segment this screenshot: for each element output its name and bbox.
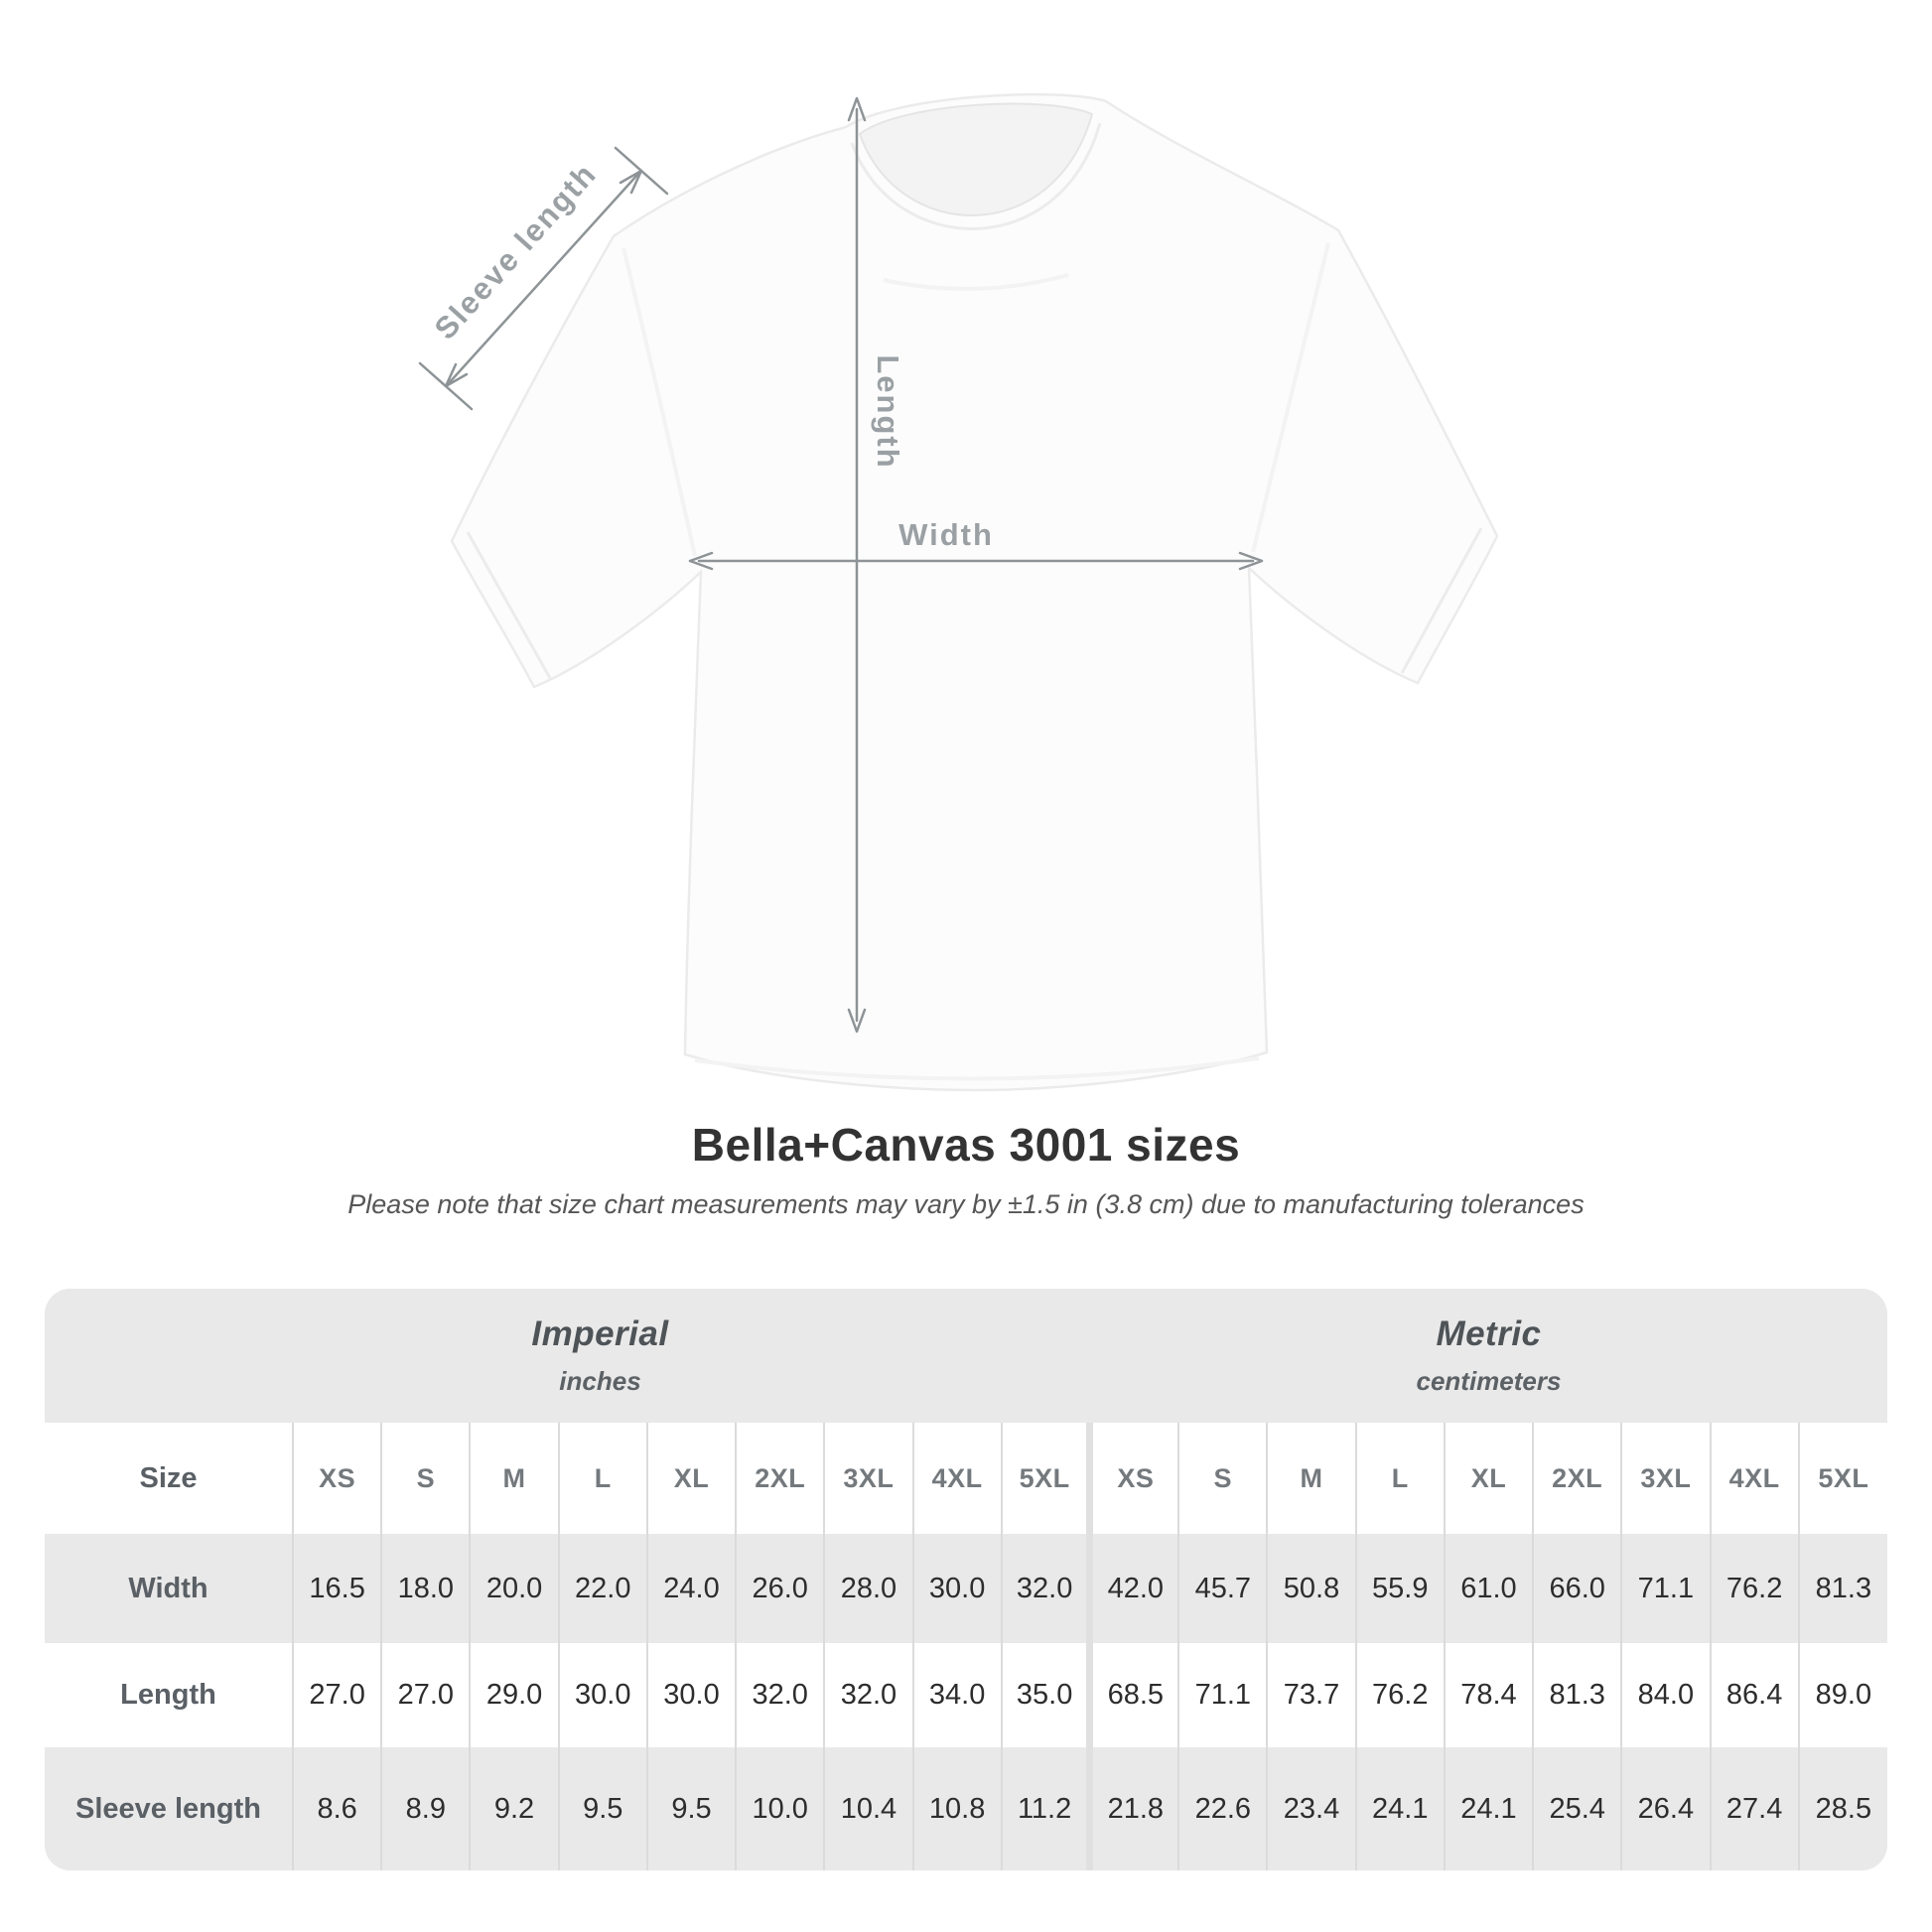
col-header: 2XL (736, 1423, 824, 1534)
table-cell: 78.4 (1445, 1643, 1533, 1747)
tolerance-note: Please note that size chart measurements may vary by ±1.5 in (3.8 cm) due to manufacturing tolerances (347, 1189, 1585, 1219)
table-cell: 9.5 (647, 1747, 736, 1870)
table-cell: 9.5 (559, 1747, 647, 1870)
col-header: 3XL (1621, 1423, 1710, 1534)
row-header: Length (120, 1679, 216, 1711)
metric-unit: centimeters (1416, 1366, 1562, 1396)
table-cell: 23.4 (1267, 1747, 1355, 1870)
col-header: S (381, 1423, 470, 1534)
table-cell: 71.1 (1621, 1534, 1710, 1643)
table-cell: 22.0 (559, 1534, 647, 1643)
col-header: 5XL (1799, 1423, 1887, 1534)
table-cell: 25.4 (1533, 1747, 1621, 1870)
col-header: 4XL (913, 1423, 1002, 1534)
col-header: XS (1090, 1423, 1178, 1534)
table-cell: 27.0 (381, 1643, 470, 1747)
imperial-unit: inches (559, 1366, 641, 1396)
table-cell: 21.8 (1090, 1747, 1178, 1870)
col-header: 3XL (824, 1423, 912, 1534)
table-cell: 61.0 (1445, 1534, 1533, 1643)
table-cell: 89.0 (1799, 1643, 1887, 1747)
table-cell: 32.0 (824, 1643, 912, 1747)
table-cell: 30.0 (559, 1643, 647, 1747)
table-cell: 66.0 (1533, 1534, 1621, 1643)
imperial-label: Imperial (531, 1314, 669, 1353)
size-table (45, 1289, 1887, 1870)
table-cell: 71.1 (1178, 1643, 1267, 1747)
table-cell: 42.0 (1090, 1534, 1178, 1643)
table-cell: 84.0 (1621, 1643, 1710, 1747)
size-table-container (45, 1289, 1887, 1870)
table-cell: 16.5 (293, 1534, 381, 1643)
table-cell: 32.0 (1002, 1534, 1090, 1643)
table-cell: 81.3 (1533, 1643, 1621, 1747)
sleeve-length-label: Sleeve length (427, 156, 604, 346)
table-cell: 32.0 (736, 1643, 824, 1747)
table-cell: 8.6 (293, 1747, 381, 1870)
table-cell: 34.0 (913, 1643, 1002, 1747)
col-header: M (1267, 1423, 1355, 1534)
width-label: Width (898, 517, 994, 552)
table-cell: 81.3 (1799, 1534, 1887, 1643)
col-header: XS (293, 1423, 381, 1534)
table-cell: 24.0 (647, 1534, 736, 1643)
table-row-width (45, 1534, 1887, 1643)
tshirt-illustration (452, 94, 1497, 1090)
col-header: S (1178, 1423, 1267, 1534)
table-cell: 18.0 (381, 1534, 470, 1643)
table-cell: 11.2 (1002, 1747, 1090, 1870)
table-cell: 9.2 (470, 1747, 558, 1870)
table-cell: 29.0 (470, 1643, 558, 1747)
table-cell: 76.2 (1711, 1534, 1799, 1643)
col-header: XL (647, 1423, 736, 1534)
col-header: M (470, 1423, 558, 1534)
table-cell: 22.6 (1178, 1747, 1267, 1870)
page-title: Bella+Canvas 3001 sizes (691, 1119, 1241, 1171)
col-header: L (559, 1423, 647, 1534)
table-cell: 10.4 (824, 1747, 912, 1870)
table-cell: 27.0 (293, 1643, 381, 1747)
table-cell: 26.0 (736, 1534, 824, 1643)
table-cell: 86.4 (1711, 1643, 1799, 1747)
col-header: 5XL (1002, 1423, 1090, 1534)
table-cell: 30.0 (647, 1643, 736, 1747)
table-cell: 24.1 (1356, 1747, 1445, 1870)
row-header: Sleeve length (75, 1792, 261, 1825)
table-cell: 73.7 (1267, 1643, 1355, 1747)
unit-header-row (45, 1289, 1887, 1423)
table-cell: 50.8 (1267, 1534, 1355, 1643)
table-cell: 35.0 (1002, 1643, 1090, 1747)
size-header-row (45, 1423, 1887, 1534)
col-header: XL (1445, 1423, 1533, 1534)
table-cell: 20.0 (470, 1534, 558, 1643)
table-cell: 45.7 (1178, 1534, 1267, 1643)
unit-group-metric (1090, 1289, 1887, 1423)
col-header: 2XL (1533, 1423, 1621, 1534)
table-cell: 28.0 (824, 1534, 912, 1643)
table-cell: 76.2 (1356, 1643, 1445, 1747)
table-cell: 26.4 (1621, 1747, 1710, 1870)
table-row-length (45, 1643, 1887, 1747)
table-cell: 30.0 (913, 1534, 1002, 1643)
table-cell: 27.4 (1711, 1747, 1799, 1870)
table-cell: 24.1 (1445, 1747, 1533, 1870)
table-cell: 55.9 (1356, 1534, 1445, 1643)
unit-group-imperial (45, 1289, 1090, 1423)
col-header: 4XL (1711, 1423, 1799, 1534)
size-header: Size (139, 1461, 198, 1494)
table-cell: 10.0 (736, 1747, 824, 1870)
table-cell: 10.8 (913, 1747, 1002, 1870)
length-label: Length (871, 354, 905, 470)
table-cell: 68.5 (1090, 1643, 1178, 1747)
table-cell: 28.5 (1799, 1747, 1887, 1870)
table-cell: 8.9 (381, 1747, 470, 1870)
col-header: L (1356, 1423, 1445, 1534)
row-header: Width (128, 1572, 208, 1604)
table-row-sleeve-length (45, 1747, 1887, 1870)
metric-label: Metric (1436, 1314, 1542, 1353)
